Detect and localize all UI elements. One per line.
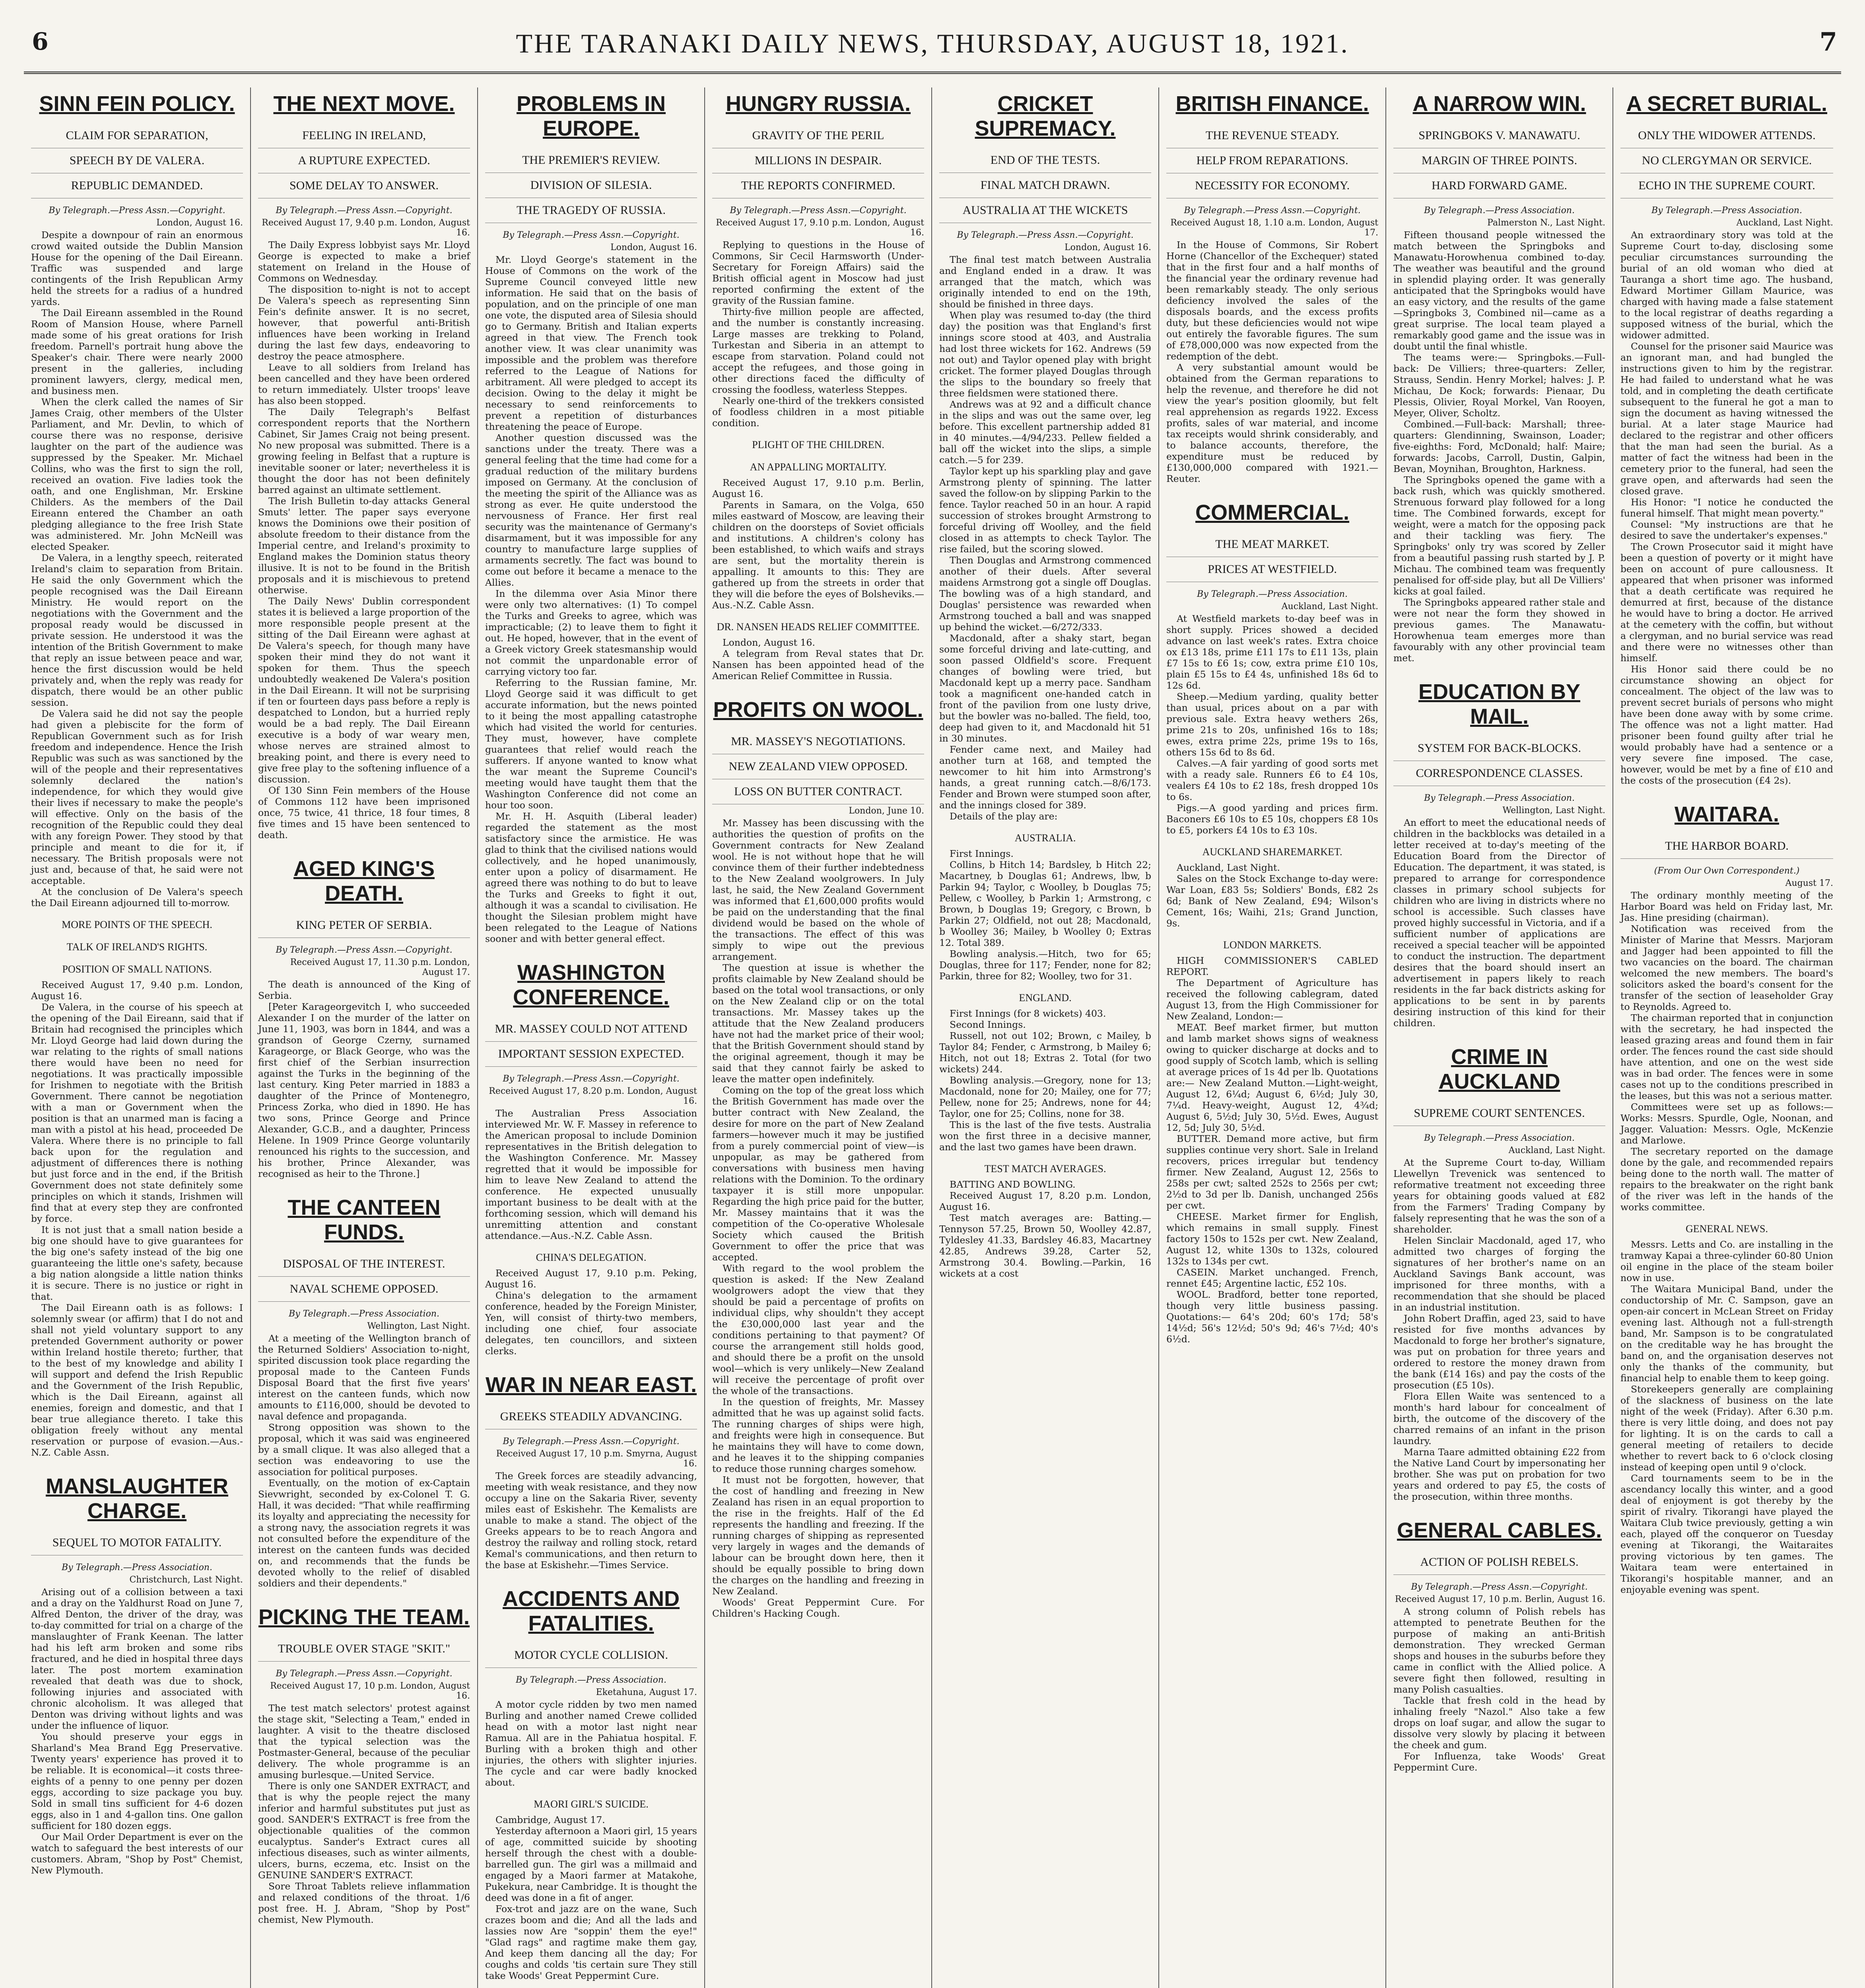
article-paragraph: The final test match between Australia and England ended in a draw. It was arranged that the match, which was originally intended to end on the 19th, should be finished in three days. [939,254,1151,310]
article-deck: SPRINGBOKS V. MANAWATU. [1393,123,1605,148]
article-byline: By Telegraph.—Press Assn.—Copyright. [503,230,680,240]
article-paragraph: The ordinary monthly meeting of the Harbor Board was held on Friday last, Mr. Jas. Hine presiding (chairman). [1620,890,1833,923]
article-deck: CLAIM FOR SEPARATION, [31,123,243,148]
article-paragraph: Details of the play are: [950,811,1058,822]
article-paragraph: Our Mail Order Department is ever on the watch to safeguard the best interests of our customers. Abram, "Shop by Post" Chemist, New Plymouth. [31,1831,243,1876]
article-paragraph: Mr. H. H. Asquith (Liberal leader) regarded the statement as the most satisfactory since the armistice. He was glad to think that the civilised nations would collectively, and he hoped unanimously, enter upon a policy of disarmament. He agreed there was nothing to do but to leave the Turks and Greeks to fight it out, although it was a scandal to civilisation. He thought the Silesian problem might have been relegated to the League of Nations sooner and with better general effect. [485,811,697,944]
article-deck: THE TRAGEDY OF RUSSIA. [485,198,697,223]
article-byline: By Telegraph.—Press Association. [1651,206,1802,215]
article-paragraph: The disposition to-night is not to accept De Valera's speech as representing Sinn Fein's definite answer. It is no secret, however, that powerful anti-British influences have been working in Ireland during the last few days, endeavoring to destroy the peace atmosphere. [258,284,470,362]
article-byline: By Telegraph.—Press Association. [1424,1133,1575,1143]
article-paragraph: Eventually, on the motion of ex-Captain Sievwright, seconded by ex-Colonel T. G. Hall, it was decided: "That while reaffirming its loyalty and appreciating the necessity for a strong navy, the association regrets it was not consulted before the expenditure of the interest on the canteen funds was decided on, and recommends that the funds be devoted wholly to the relief of disabled soldiers and their dependents." [258,1477,470,1589]
article-byline: By Telegraph.—Press Association. [1424,206,1575,215]
article-deck: THE PREMIER'S REVIEW. [485,148,697,173]
article-dateline: London, August 16. [156,218,243,228]
article-paragraph: The Crown Prosecutor said it might have been a question of poverty or it might have been on account of pure callousness. It appeared that when prisoner was informed that a death certificate was required he demurred at first, because of the distance he would have to bring a doctor. He arrived at the cemetery with the coffin, but without a clergyman, and no burial service was read and there were no witnesses other than himself. [1620,541,1833,664]
section-paragraph: Received August 17, 9.10 p.m. Peking, August 16. [485,1268,697,1290]
article-byline: By Telegraph.—Press Assn.—Copyright. [730,206,907,215]
article-paragraph: Committees were set up as follows:— Works: Messrs. Spurdle, Ogle, Noonan, and Jagger. Valuation: Messrs. Ogle, McKenzie and Marlowe. [1620,1101,1833,1146]
article-paragraph: Sheep.—Medium yarding, quality better than usual, prices about on a par with previous sale. Extra heavy wethers 26s, prime 21s to 20s, unfinished 16s to 18s; ewes, extra prime 22s, prime 19s to 16s, others 15s 6d to 8s 6d. [1166,691,1378,758]
article-headline: MANSLAUGHTER CHARGE. [46,1474,228,1523]
article-paragraph: An effort to meet the educational needs of children in the backblocks was detailed in a letter received at to-day's meeting of the Education Board from the Director of Education. The department, it was stated, is prepared to arrange for correspondence classes in primary school subjects for children who are living in districts where no school is accessible. Such classes have proved highly successful in Victoria, and if a sufficient number of applications are received a special teacher will be appointed to conduct the instruction. The department desires that the board should insert an advertisement in papers likely to reach residents in the far back districts asking for applications to be sent in by parents desiring instruction of this kind for their children. [1393,817,1605,1029]
article-headline: EDUCATION BY MAIL. [1418,680,1580,728]
section-paragraph: CASEIN. Market unchanged. French, rennet £45; Argentine lactic, £52 10s. [1166,1267,1378,1289]
article-paragraph: Tackle that fresh cold in the head by inhaling freely "Nazol." Also take a few drops on loaf sugar, and allow the sugar to dissolve very slowly by placing it between the cheek and gum. [1393,1695,1605,1751]
article-paragraph: When play was resumed to-day (the third day) the position was that England's first innings score stood at 403, and Australia had lost three wickets for 162. Andrews (59 not out) and Taylor opened play with bright cricket. The former played Douglas through the slips to the boundary so freely that three fieldsmen were stationed there. [939,310,1151,399]
article-byline: By Telegraph.—Press Association. [62,1563,212,1573]
article-dateline: Wellington, Last Night. [367,1321,470,1331]
article-deck: END OF THE TESTS. [939,148,1151,173]
section-paragraph: Bowling analysis.—Gregory, none for 13; Macdonald, none for 20; Mailey, one for 77; Pellew, none for 25; Andrews, none for 44; Taylor, one for 25; Collins, none for 38. [939,1075,1151,1119]
article-paragraph: The Greek forces are steadily advancing, meeting with weak resistance, and they now occupy a line on the Sakaria River, seventy miles east of Eskishehr. The Kemalists are unable to make a stand. The object of the Greeks appears to be to reach Angora and destroy the railway and rolling stock, retard Kemal's communications, and then return to the base at Eskishehr.—Times Service. [485,1470,697,1571]
article-paragraph: The death is announced of the King of Serbia. [258,979,470,1001]
article-byline: By Telegraph.—Press Association. [1424,793,1575,803]
section-paragraph: Bowling analysis.—Hitch, two for 65; Douglas, three for 117; Fender, none for 82; Parkin, three for 82; Woolley, two for 31. [939,948,1151,982]
article-paragraph: Fender came next, and Mailey had another turn at 168, and tempted the newcomer to hit him into Armstrong's hands, a great running catch.—8/6/173. Fender and Brown were stumped soon after, and the innings closed for 389. [939,744,1151,811]
article [258,91,470,841]
section-paragraph: HIGH COMMISSIONER'S CABLED REPORT. [1166,955,1378,977]
article-headline: WAITARA. [1675,802,1779,826]
section-paragraph: Received August 17, 9.10 p.m. Berlin, August 16. [712,477,924,499]
article-paragraph: Fifteen thousand people witnessed the match between the Springboks and Manawatu-Horowhenua combined to-day. The weather was beautiful and the ground in splendid playing order. It was generally anticipated that the Springboks would have an easy victory, and the results of the game—Springboks 3, Combined nil—came as a great surprise. The local team played a remarkably good game and the issue was in doubt until the final whistle. [1393,229,1605,352]
article [258,1605,470,1925]
article-deck: NECESSITY FOR ECONOMY. [1166,173,1378,198]
article-deck: THE REVENUE STEADY. [1166,123,1378,148]
article-deck: DIVISION OF SILESIA. [485,173,697,198]
section-paragraph: London, August 16. [723,637,815,648]
article-paragraph: Another question discussed was the sanctions under the treaty. There was a general feeling that the time had come for a gradual reduction of the military burdens imposed on Germany. At the conclusion of the meeting the spirit of the Alliance was as strong as ever. He quite understood the nervousness of France. Her first real security was the maintenance of Germany's disarmament, but it was impossible for any country to manufacture large supplies of armaments secretly. The fact was bound to come out before it became a menace to the Allies. [485,432,697,588]
article-paragraph: For Influenza, take Woods' Great Peppermint Cure. [1393,1751,1605,1773]
article-dateline: Palmerston N., Last Night. [1487,218,1605,228]
section-paragraph: Messrs. Letts and Co. are installing in the tramway Kapai a three-cylinder 60-80 Union oil engine in the place of the steam boiler now in use. [1620,1239,1833,1283]
article-byline: By Telegraph.—Press Assn.—Copyright. [276,206,453,215]
section-paragraph: Fox-trot and jazz are on the wane, Such crazes boom and die; And all the lads and lassies now Are "soppin' them the eye!" "Glad rags" and ragtime make them gay, And keep them dancing all the day; For coughs and colds 'tis certain sure They still take Woods' Great Peppermint Cure. [485,1903,697,1981]
article-dateline: Received August 17, 10 p.m. London, August 16. [270,1681,470,1701]
column-4 [705,87,932,1988]
section-subhead: AN APPALLING MORTALITY. [750,461,887,473]
article-paragraph: The question at issue is whether the profits claimable by New Zealand should be based on the total wool transactions, or only on the New Zealand clip or on the total transactions. Mr. Massey takes up the attitude that the New Zealand producers have not had the market price of their wool; that the British Government should stand by the original agreement, though it may be said that they cannot fairly be asked to leave the matter open indefinitely. [712,962,924,1085]
section-subhead: LONDON MARKETS. [1223,939,1321,951]
article-headline: CRIME IN AUCKLAND [1438,1045,1560,1093]
article-paragraph: Calves.—A fair yarding of good sorts met with a ready sale. Runners £6 to £4 10s, vealers £4 10s to £2 18s, fresh dropped 10s to 6s. [1166,758,1378,802]
article-paragraph: Despite a downpour of rain an enormous crowd waited outside the Dublin Mansion House for the opening of the Dail Eireann. Traffic was suspended and large contingents of the Irish Republican Army held the streets for a radius of a hundred yards. [31,229,243,307]
article-deck: SYSTEM FOR BACK-BLOCKS. [1393,736,1605,761]
article-paragraph: Sore Throat Tablets relieve inflammation and relaxed conditions of the throat. 1/6 post free. H. J. Abram, "Shop by Post" chemist, New Plymouth. [258,1881,470,1925]
article-paragraph: The Dail Eireann assembled in the Round Room of Mansion House, where Parnell made some of his great orations for Irish freedom. Parnell's portrait hung above the Speaker's chair. There were nearly 2000 present in the galleries, including prominent lawyers, clergy, medical men, and business men. [31,307,243,396]
article-headline: HUNGRY RUSSIA. [725,92,911,116]
article-dateline: London, June 10. [849,806,924,816]
article-deck: CORRESPONDENCE CLASSES. [1393,761,1605,786]
article-headline: CRICKET SUPREMACY. [975,92,1116,140]
article-byline: By Telegraph.—Press Association. [516,1675,666,1685]
article [1620,802,1833,1595]
article-paragraph: Coming on the top of the great loss which the British Government has made over the butter contract with New Zealand, the desire for more on the part of New Zealand farmers—however much it may be justified from a purely commercial point of view—is unpopular, as may be gathered from conversations with business men having relations with the Dominion. To the ordinary taxpayer it is still more unpopular. Regarding the high price paid for the butter, Mr. Massey maintains that it was the competition of the Co-operative Wholesale Society which caused the British Government to offer the price that was accepted. [712,1085,924,1263]
article-paragraph: [Peter Karageorgevitch I, who succeeded Alexander I on the murder of the latter on June 11, 1903, was born in 1844, and was a grandson of George Czerny, surnamed Karageorge, or Black George, who was the first chief of the Serbian insurrection against the Turks in the beginning of the last century. King Peter married in 1883 a daughter of the Prince of Montenegro, Princess Zorka, who died in 1890. He has two sons, Prince George and Prince Alexander, G.C.B., and a daughter, Princess Helene. In 1909 Prince George voluntarily renounced his rights to the succession, and his brother, Prince Alexander, was recognised as heir to the Throne.] [258,1001,470,1179]
section-subhead: MORE POINTS OF THE SPEECH. [62,919,212,930]
article-headline: PICKING THE TEAM. [258,1605,470,1629]
article-dateline: Received August 18, 1.10 a.m. London, August 17. [1170,218,1378,238]
article-paragraph: The Daily News' Dublin correspondent states it is believed a large proportion of the more responsible people present at the sitting of the Dail Eireann were aghast at De Valera's speech, for though many have spoken their mind they do not want it spoken for them. Thus the speech undoubtedly weakened De Valera's position in the Dail Eireann. It will not be surprising if ten or fourteen days pass before a reply is despatched to London, but a hurried reply would be a bad reply. The Dail Eireann executive is a body of war weary men, whose nerves are strained almost to breaking point, and there is every need to give free play to the softening influence of a discussion. [258,596,470,785]
article-paragraph: When the clerk called the names of Sir James Craig, other members of the Ulster Parliament, and Mr. Devlin, to which of course there was no response, derisive laughter on the part of the audience was suppressed by the Speaker. Mr. Michael Collins, who was the first to sign the roll, received an ovation. Five ladies took the oath, and one Englishman, Mr. Erskine Childers. As the members of the Dail Eireann entered the Chamber an oath pledging allegiance to the free Irish State was administered. Mr. John McNeill was elected Speaker. [31,396,243,552]
article-paragraph: Mr. Lloyd George's statement in the House of Commons on the work of the Supreme Council conveyed little new information. He said that on the basis of population, and on the principle of one man one vote, the disputed area of Silesia should go to Germany. British and Italian experts agreed in that view. The French took another view. It was clear unanimity was impossible and the problem was therefore referred to the League of Nations for arbitrament. All were pledged to accept its decision. Owing to the delay it might be necessary to send reinforcements to prevent a repetition of disturbances threatening the peace of Europe. [485,254,697,432]
article-dateline: Received August 17, 10 p.m. Smyrna, August 16. [496,1449,697,1469]
section-paragraph: CHEESE. Market firmer for English, which remains in small supply. Finest factory 150s to 152s per cwt. New Zealand, August 12, white 130s to 132s, coloured 132s to 134s per cwt. [1166,1211,1378,1267]
column-3 [478,87,705,1988]
article-dateline: Christchurch, Last Night. [129,1575,243,1585]
article-deck: MR. MASSEY'S NEGOTIATIONS. [712,729,924,754]
article-deck: DISPOSAL OF THE INTEREST. [258,1252,470,1277]
article-deck: IMPORTANT SESSION EXPECTED. [485,1042,697,1067]
section-paragraph: The Dail Eireann oath is as follows: I solemnly swear (or affirm) that I do not and shall not yield voluntary support to any pretended Government authority or power within Ireland hostile thereto; further, that to the best of my knowledge and ability I will support and defend the Irish Republic and the Government of the Irish Republic, which is the Dail Eireann, against all enemies, foreign and domestic, and that I bear true allegiance thereto. I take this obligation freely without any mental reservation or purpose of evasion.—Aus.-N.Z. Cable Assn. [31,1302,243,1458]
article-paragraph: Counsel for the prisoner said Maurice was an ignorant man, and had bungled the instructions given to him by the registrar. He had failed to understand what he was told, and in completing the death certificate subsequent to the funeral he got a man to sign the document as having witnessed the burial. At a later stage Maurice had declared to the registrar and other officers that the man had seen the burial. As a matter of fact the witness had been in the cemetery prior to the funeral, had seen the grave open, and afterwards had seen the closed grave. [1620,341,1833,497]
article-paragraph: The Springboks appeared rather stale and were not near the form they showed in previous games. The Manawatu-Horowhenua team emerges more than favourably with any other provincial team met. [1393,597,1605,664]
section-subhead: MAORI GIRL'S SUICIDE. [534,1798,649,1810]
article [485,1586,697,1981]
section-paragraph: Collins, b Hitch 14; Bardsley, b Hitch 22; Macartney, b Douglas 61; Andrews, lbw, b Parkin 94; Taylor, c Woolley, b Douglas 75; Pellew, c Woolley, b Parkin 1; Armstrong, c Brown, b Douglas 19; Gregory, c Brown, b Parkin 27; Oldfield, not out 28; Macdonald, b Woolley 36; Mailey, b Woolley 0; Extras 12. Total 389. [939,859,1151,948]
section-paragraph: BUTTER. Demand more active, but firm supplies continue very short. Sale in Ireland recovers, prices irregular but tendency firmer. New Zealand, August 12, 256s to 258s per cwt; salted 252s to 256s per cwt; 2½d to 3d per lb. Danish, unchanged 256s per cwt. [1166,1133,1378,1211]
article-headline: WASHINGTON CONFERENCE. [513,961,670,1009]
article-paragraph: In the question of freights, Mr. Massey admitted that he was up against solid facts. The running charges of ships were high, and freights were high in consequence. But he maintains they will have to come down, and he leaves it to the shipping companies to reduce those running charges somehow. [712,1396,924,1474]
article-headline: WAR IN NEAR EAST. [485,1373,697,1397]
section-paragraph: WOOL. Bradford, better tone reported, though very little business passing. Quotations:— 64's 20d; 60's 17d; 58's 14½d; 56's 12½d; 50's 9d; 46's 7½d; 40's 6½d. [1166,1289,1378,1345]
newspaper-title: THE TARANAKI DAILY NEWS, THURSDAY, AUGUST 18, 1921. [516,28,1349,58]
article-paragraph: Strong opposition was shown to the proposal, which it was said was engineered by a small clique. It was also alleged that a section was endeavoring to use the association for political purposes. [258,1422,470,1477]
article-deck: ONLY THE WIDOWER ATTENDS. [1620,123,1833,148]
section-subhead: TALK OF IRELAND'S RIGHTS. [66,941,208,953]
section-paragraph: This is the last of the five tests. Australia won the first three in a decisive manner, and the last two games have been drawn. [939,1119,1151,1153]
section-paragraph: BATTING AND BOWLING. [950,1179,1076,1190]
article-deck: NEW ZEALAND VIEW OPPOSED. [712,754,924,779]
article-headline: PROBLEMS IN EUROPE. [516,92,666,140]
section-paragraph: Storekeepers generally are complaining of the slackness of business on the late night of the week (Friday). After 6.30 p.m. there is very little doing, and does not pay for lighting. It is on the cards to call a general meeting of retailers to decide whether to revert back to 6 o'clock closing instead of keeping open until 9 o'clock. [1620,1384,1833,1473]
section-subhead: GENERAL NEWS. [1685,1223,1768,1235]
article-deck: KING PETER OF SERBIA. [258,913,470,938]
section-paragraph: Received August 17, 8.20 p.m. London, August 16. [939,1190,1151,1212]
section-subhead: TEST MATCH AVERAGES. [984,1163,1106,1175]
article [1393,679,1605,1029]
section-paragraph: Cambridge, August 17. [495,1814,605,1825]
article-paragraph: At Westfield markets to-day beef was in short supply. Prices showed a decided advance on last week's rates. Extra choice ox £13 18s, prime £11 17s to £11 13s, plain £7 15s to £6 1s; cow, extra prime £10 10s, plain £5 15s to £4 4s, unfinished 18s 6d to 12s 6d. [1166,613,1378,691]
article-deck: ECHO IN THE SUPREME COURT. [1620,173,1833,198]
section-subhead: POSITION OF SMALL NATIONS. [62,963,212,975]
article-headline: SINN FEIN POLICY. [39,92,235,116]
section-paragraph: The Department of Agriculture has received the following cablegram, dated August 13, from the High Commissioner for New Zealand, London:— [1166,977,1378,1022]
article-paragraph: De Valera, in a lengthy speech, reiterated Ireland's claim to separation from Britain. He said the only Government which the people recognised was the Dail Eireann Ministry. He would report on the negotiations with the Government and the proposal ready would be discussed in private session. He understood it was the intention of the British Government to make that reply an issue between peace and war, hence the first discussion would be held privately and, when the reply was ready for dispatch, there would be an other public session. [31,552,243,708]
article-paragraph: The test match selectors' protest against the stage skit, "Selecting a Team," ended in laughter. A visit to the theatre disclosed that the typical selection was the Postmaster-General, because of the peculiar delivery. The whole programme is an amusing burlesque.—United Service. [258,1703,470,1780]
article-paragraph: Leave to all soldiers from Ireland has been cancelled and they have been ordered to return immediately. Ulster troops' leave has also been stopped. [258,362,470,406]
section-paragraph: Card tournaments seem to be in the ascendancy locally this winter, and a good deal of enjoyment is got thereby by the spirit of rivalry. Tikorangi have played the Waitara Club twice previously, getting a win each, played off the conqueror on Tuesday evening at Tikorangi, the Waitaraites proving victorious by ten games. The Waitara team were entertained in Tikorangi's hospitable manner, and an enjoyable evening was spent. [1620,1473,1833,1595]
article-deck: LOSS ON BUTTER CONTRACT. [712,779,924,804]
article-dateline: August 17. [1785,878,1833,888]
section-paragraph: De Valera, in the course of his speech at the opening of the Dail Eireann, said that if Britain had recognised the principles which Mr. Lloyd George had laid down during the war relating to the rights of small nations there would have been no need for negotiations. It was practically impossible for Irishmen to negotiate with the British Government. There cannot be negotiation with a man or Government when the position is that an unarmed man is facing a man with a pistol at his head, proceeded De Valera. Where there is no principle to fall back upon for the regulation and adjustment of differences there is nothing but just force and in the end, if the British Government does not state definitely some principles on which it stands, Irishmen will find that at every step they are confronted by force. [31,1002,243,1224]
article-paragraph: You should preserve your eggs in Sharland's Mea Brand Egg Preservative. Twenty years' experience has proved it to be reliable. It is economical—it costs three-eights of a penny to one penny per dozen eggs, according to size package you buy. Sold in small tins sufficient for 4-6 dozen eggs, also in 1 and 4-gallon tins. One gallon sufficient for 180 dozen eggs. [31,1731,243,1831]
column-7 [1386,87,1613,1988]
article-deck: GREEKS STEADILY ADVANCING. [485,1404,697,1429]
article-paragraph: The Australian Press Association interviewed Mr. W. F. Massey in reference to the American proposal to include Dominion representatives in the British delegation to the Washington Conference. Mr. Massey regretted that it would be impossible for him to leave New Zealand to attend the conference. He expected unusually important business to be dealt with at the forthcoming session, which will demand his unremitting attention and constant attendance.—Aus.-N.Z. Cable Assn. [485,1108,697,1241]
column-6 [1159,87,1386,1988]
article-paragraph: Woods' Great Peppermint Cure. For Children's Hacking Cough. [712,1597,924,1619]
article-paragraph: Notification was received from the Minister of Marine that Messrs. Marjoram and Jagger had been appointed to fill the two vacancies on the board. The chairman welcomed the new members. The board's solicitors asked the board's consent for the transfer of the section of leaseholder Gray to Reynolds. Agreed to. [1620,923,1833,1012]
article-paragraph: Pigs.—A good yarding and prices firm. Baconers £6 10s to £5 10s, choppers £8 10s to £5, porkers £4 10s to £3 10s. [1166,802,1378,836]
article-paragraph: A very substantial amount would be obtained from the German reparations to help the revenue, and therefore he did not view the year's position gloomily, but felt real apprehension as regards 1922. Excess profits, sales of war material, and income tax receipts would shrink considerably, and to balance accounts, therefore, the expenditure must be reduced by £130,000,000 compared with 1921.—Reuter. [1166,362,1378,484]
section-subhead: AUSTRALIA. [1014,832,1076,844]
article-deck: GRAVITY OF THE PERIL [712,123,924,148]
article [258,856,470,1179]
article-deck: SEQUEL TO MOTOR FATALITY. [31,1530,243,1555]
section-paragraph: Auckland, Last Night. [1177,862,1280,873]
column-8 [1613,87,1840,1988]
column-5 [932,87,1159,1988]
article-deck: THE MEAT MARKET. [1166,532,1378,557]
article-paragraph: It must not be forgotten, however, that the cost of handling and freezing in New Zealand has risen in an equal proportion to the rise in the freights. Half of the £d represents the handling and freezing. If the running charges of shipping as represented very largely in wages and the demands of labour can be brought down here, then it should be equally possible to bring down the charges on the handling and freezing in New Zealand. [712,1474,924,1597]
article-dateline: Auckland, Last Night. [1736,218,1833,228]
article-paragraph: The secretary reported on the damage done by the gale, and recommended repairs being done to the north wall. The matter of repairs to the breakwater on the right bank of the river was left in the hands of the works committee. [1620,1146,1833,1213]
section-subhead: AUCKLAND SHAREMARKET. [1202,846,1342,858]
article-headline: A SECRET BURIAL. [1626,92,1827,116]
article-byline: By Telegraph.—Press Assn.—Copyright. [49,206,225,215]
article-headline: THE CANTEEN FUNDS. [288,1196,441,1244]
article-byline: By Telegraph.—Press Assn.—Copyright. [1184,206,1361,215]
article-deck: FEELING IN IRELAND, [258,123,470,148]
article [31,1474,243,1876]
article-paragraph: The teams were:— Springboks.—Full-back: De Villiers; three-quarters: Zeller, Strauss, Sendin. Henry Morkel; halves: J. P. Michau, De Kock; forwards: Pienaar, Du Plessis, Olivier, Royal Morkel, Van Rooyen, Meyer, Oliver, Scholtz. [1393,352,1605,419]
article-paragraph: Andrews was at 92 and a difficult chance in the slips and was out the same over, leg before. This excellent partnership added 81 in 40 minutes.—4/94/233. Pellew fielded a ball off the wicket into the slips, a simple catch.—5 for 239. [939,399,1151,466]
article-deck: SPEECH BY DE VALERA. [31,148,243,173]
article-headline: THE NEXT MOVE. [273,92,455,116]
article-paragraph: Flora Ellen Waite was sentenced to a month's hard labour for concealment of birth, the outcome of the discovery of the charred remains of an infant in the prison laundry. [1393,1391,1605,1446]
article [485,91,697,944]
section-paragraph: First Innings (for 8 wickets) 403. [950,1008,1106,1019]
column-2 [251,87,478,1988]
article-paragraph: The Daily Express lobbyist says Mr. Lloyd George is expected to make a brief statement on Ireland in the House of Commons on Wednesday. [258,239,470,284]
article [1166,500,1378,1345]
section-paragraph: A telegram from Reval states that Dr. Nansen has been appointed head of the American Relief Committee in Russia. [712,648,924,681]
section-subhead: CHINA'S DELEGATION. [536,1252,647,1263]
article-paragraph: His Honor said there could be no circumstance showing an object for concealment. The object of the law was to prevent secret burials of persons who might have been done away with by some crime. The offence was not a light matter. Had prisoner been found guilty after trial he would probably have had a sentence or a very severe fine imposed. The case, however, would be met by a fine of £10 and the costs of the prosecution (£4 2s). [1620,664,1833,786]
article-deck: SOME DELAY TO ANSWER. [258,173,470,198]
article-paragraph: The Irish Bulletin to-day attacks General Smuts' letter. The paper says everyone knows the Dominions owe their position of absolute freedom to their distance from the Imperial centre, and Ireland's proximity to England makes the Dominion status theory illusive. It is not to be found in the British proposals and it is mischievous to pretend otherwise. [258,495,470,596]
section-paragraph: Yesterday afternoon a Maori girl, 15 years of age, committed suicide by shooting herself through the chest with a double-barrelled gun. The girl was a millmaid and engaged by a Maori farmer at Matakohe, Pukekura, near Cambridge. It is thought the deed was done in a fit of anger. [485,1825,697,1903]
article-dateline: Received August 17, 9.10 p.m. London, August 16. [716,218,924,238]
article-paragraph: At a meeting of the Wellington branch of the Returned Soldiers' Association to-night, spirited discussion took place regarding the proposal made to the Canteen Funds Disposal Board that the first five years' interest on the canteen funds, which now amounts to £116,000, should be devoted to naval defence and propaganda. [258,1333,470,1422]
section-paragraph: MEAT. Beef market firmer, but mutton and lamb market shows signs of weakness owing to quicker discharge at docks and to good supply of Scotch lamb, which is selling at average prices of 1s 4d per lb. Quotations are:— New Zealand Mutton.—Light-weight, August 12, 6¼d; August 6, 6½d; July 30, 7¼d. Heavy-weight, August 12, 4¾d; August 6, 5½d; July 30, 5½d. Ewes, August 12, 5d; July 30, 5½d. [1166,1022,1378,1133]
article-paragraph: Arising out of a collision between a taxi and a dray on the Yaldhurst Road on June 7, Alfred Denton, the driver of the dray, was to-day committed for trial on a charge of the manslaughter of Frank Keenan. The latter had his left arm broken and some ribs fractured, and he died in hospital three days later. The post mortem examination revealed that death was due to shock, following injuries and associated with chronic alcoholism. It was alleged that Denton was driving without lights and was under the influence of liquor. [31,1586,243,1731]
article-paragraph: Taylor kept up his sparkling play and gave Armstrong plenty of spinning. The latter saved the follow-on by slipping Parkin to the fence. Taylor reached 50 in an hour. A rapid succession of strokes brought Armstrong to forceful driving off Woolley, and the field closed in as attempts to check Taylor. The rise failed, but the scoring slowed. [939,466,1151,555]
columns-container [24,87,1841,1988]
article [1393,91,1605,664]
section-paragraph: The Waitara Municipal Band, under the conductorship of Mr. C. Sampson, gave an open-air concert in McLean Street on Friday evening last. Although not a full-strength band, Mr. Sampson is to be congratulated on the creditable way he has brought the band on, and the organisation deserves not only the thanks of the community, but financial help to enable them to keep going. [1620,1283,1833,1384]
article-dateline: Received August 17, 9.40 p.m. London, August 16. [262,218,470,238]
article-headline: GENERAL CABLES. [1397,1518,1602,1542]
article [485,1373,697,1571]
article-dateline: Auckland, Last Night. [1508,1145,1605,1155]
article-byline: By Telegraph.—Press Assn.—Copyright. [503,1074,680,1084]
article-byline: By Telegraph.—Press Assn.—Copyright. [957,230,1134,240]
article-headline: PROFITS ON WOOL. [713,698,923,722]
article-deck: THE HARBOR BOARD. [1620,834,1833,859]
article [712,91,924,681]
article-byline: (From Our Own Correspondent.) [1654,866,1800,876]
section-paragraph: Second Innings. [950,1019,1026,1030]
article [31,91,243,1458]
article-paragraph: In the dilemma over Asia Minor there were only two alternatives: (1) To compel the Turks and Greeks to agree, which was impracticable; (2) to leave them to fight it out. He hoped, however, that in the event of a Greek victory Greek statesmanship would not commit the unpardonable error of carrying victory too far. [485,588,697,677]
article [1393,1518,1605,1773]
article-paragraph: An extraordinary story was told at the Supreme Court to-day, disclosing some peculiar circumstances surrounding the burial of an old woman who died at Tauranga a short time ago. The husband, Edward Mortimer Gillam Maurice, was charged with having made a false statement to the local registrar of deaths regarding a supposed witness of the burial, which the widower admitted. [1620,229,1833,341]
section-paragraph: Parents in Samara, on the Volga, 650 miles eastward of Moscow, are leaving their children on the doorsteps of Soviet officials and institutions. A children's colony has been established, to which waifs and strays are sent, but the mortality therein is appalling. It amounts to this: They are gathered up from the streets in order that they will die before the eyes of Bolsheviks.—Aus.-N.Z. Cable Assn. [712,499,924,611]
article-deck: MR. MASSEY COULD NOT ATTEND [485,1017,697,1042]
article-dateline: London, August 16. [1065,243,1151,252]
article-dateline: Auckland, Last Night. [1281,602,1378,612]
article-deck: FINAL MATCH DRAWN. [939,173,1151,198]
article-deck: NAVAL SCHEME OPPOSED. [258,1277,470,1302]
article-headline: BRITISH FINANCE. [1175,92,1369,116]
section-paragraph: China's delegation to the armament conference, headed by the Foreign Minister, Yen, will consist of thirty-two members, including one chief, four associate delegates, ten councillors, and sixteen clerks. [485,1290,697,1357]
article-paragraph: Thirty-five million people are affected, and the number is constantly increasing. Large masses are trekking to Poland, Turkestan and Siberia in an attempt to escape from starvation. Poland could not accept the refugees, and those going in other directions faced the difficulty of crossing the foodless, waterless Steppes. [712,306,924,395]
article-deck: TROUBLE OVER STAGE "SKIT." [258,1637,470,1662]
article-paragraph: The chairman reported that in conjunction with the secretary, he had inspected the leased grazing areas and found them in fair order. The fences round the cast side should have attention, and one on the west side was in bad order. The fences were in some cases not up to the conditions prescribed in the leases, but this was not a serious matter. [1620,1012,1833,1101]
article-deck: PRICES AT WESTFIELD. [1166,557,1378,582]
article-paragraph: Mr. Massey has been discussing with the authorities the question of profits on the Government contracts for New Zealand wool. He is not without hope that he will convince them of their further indebtedness to the New Zealand woolgrowers. In July last, he said, the New Zealand Government was informed that £1,600,000 profits would be paid on the understanding that the final dividend would be based on the whole of the transactions. The effect of this was simply to wipe out the previous arrangement. [712,817,924,962]
article-paragraph: At the conclusion of De Valera's speech the Dail Eireann adjourned till to-morrow. [31,886,243,909]
article-deck: REPUBLIC DEMANDED. [31,173,243,198]
article-paragraph: A motor cycle ridden by two men named Burling and another named Crewe collided head on with a motor last night near Ramua. All are in the Pahiatua hospital. F. Burling with a broken thigh and other injuries, the others with slighter injuries. The cycle and car were badly knocked about. [485,1699,697,1788]
article-deck: SUPREME COURT SENTENCES. [1393,1101,1605,1126]
article-dateline: Eketahuna, August 17. [596,1687,697,1697]
article [712,697,924,1619]
article-paragraph: With regard to the wool problem the question is asked: If the New Zealand woolgrowers adopt the view that they should be paid a percentage of profits on individual clips, why shouldn't they accept the £30,000,000 last year and the conditions pertaining to that payment? Of course the arrangement still holds good, and should there be a profit on the unsold wool—which is very unlikely—New Zealand will receive the percentage of profit over the whole of the transactions. [712,1263,924,1396]
article [939,91,1151,1279]
article-paragraph: In the House of Commons, Sir Robert Horne (Chancellor of the Exchequer) stated that in the first four and a half months of the financial year the ordinary revenue had been remarkably steady. The only serious deficiency involved the sales of the disposals boards, and the excess profits duty, but these deficiencies would not wipe out entirely the favorable figures. The sum of £78,000,000 was now expected from the redemption of the debt. [1166,239,1378,362]
article-deck: ACTION OF POLISH REBELS. [1393,1550,1605,1575]
article-byline: By Telegraph.—Press Assn.—Copyright. [1411,1582,1588,1592]
article-headline: COMMERCIAL. [1195,501,1349,524]
article-paragraph: There is only one SANDER EXTRACT, and that is why the people reject the many inferior and harmful substitutes put just as good. SANDER'S EXTRACT is free from the objectionable qualities of the common eucalyptus. Sander's Extract cures all infectious diseases, such as winter ailments, ulcers, burns, eczema, etc. Insist on the GENUINE SANDER'S EXTRACT. [258,1780,470,1881]
article-deck: AUSTRALIA AT THE WICKETS [939,198,1151,223]
article-paragraph: Marna Taare admitted obtaining £22 from the Native Land Court by impersonating her brother. She was put on probation for two years and ordered to pay £5, the costs of the prosecution, within three months. [1393,1446,1605,1502]
section-paragraph: Russell, not out 102; Brown, c Mailey, b Taylor 84; Fender, c Armstrong, b Mailey 6; Hitch, not out 18; Extras 2. Total (for two wickets) 244. [939,1030,1151,1075]
article-headline: A NARROW WIN. [1412,92,1586,116]
article [258,1195,470,1589]
section-subhead: DR. NANSEN HEADS RELIEF COMMITTEE. [717,621,920,633]
article [1166,91,1378,484]
section-subhead: ENGLAND. [1019,992,1072,1004]
section-subhead: PLIGHT OF THE CHILDREN. [752,439,884,450]
article-deck: MARGIN OF THREE POINTS. [1393,148,1605,173]
article-byline: By Telegraph.—Press Assn.—Copyright. [276,1669,453,1679]
article-paragraph: At the Supreme Court to-day, William Llewellyn Trevenick was sentenced to reformative treatment not exceeding three years for obtaining goods valued at £82 from the Farmers' Trading Company by falsely representing that he was the son of a shareholder. [1393,1157,1605,1235]
article [1620,91,1833,786]
section-paragraph: First Innings. [950,848,1014,859]
masthead [24,16,1841,74]
article-paragraph: De Valera said he did not say the people had given a plebiscite for the form of Republican Government such as for Irish freedom and independence. Hence the Irish Republic was such as was sanctioned by the will of the people and their representatives solemnly declared the nation's independence, for which they would give their lives if necessary to make the people's will effective. Only on the basis of the recognition of the Republic could they deal with any foreign Power. They stood by that principle and meant to die for it, if necessary. The British proposals were not just and, because of that, he said were not acceptable. [31,708,243,886]
article-deck: THE REPORTS CONFIRMED. [712,173,924,198]
article-dateline: Wellington, Last Night. [1502,806,1605,815]
article [1393,1044,1605,1502]
article [485,960,697,1357]
article-dateline: Received August 17, 8.20 p.m. London, August 16. [489,1086,697,1106]
article-dateline: London, August 16. [610,243,697,252]
article-paragraph: The Springboks opened the game with a back rush, which was quickly smothered. Strenuous forward play followed for a long time. The Combined forwards, except for weight, were a match for the opposing pack and their tackling was fiery. The Springboks' only try was scored by Zeller from a beautiful passing rush started by J. P. Michau. The combined team was frequently penalised for off-side play, but all De Villiers' kicks at goal failed. [1393,474,1605,597]
article-deck: MILLIONS IN DESPAIR. [712,148,924,173]
article-paragraph: Helen Sinclair Macdonald, aged 17, who admitted two charges of forging the signatures of her brother's name on an Auckland Savings Bank account, was imprisoned for three months, with a recommendation that she should be placed in an industrial institution. [1393,1235,1605,1313]
article-headline: ACCIDENTS AND FATALITIES. [503,1587,680,1635]
section-paragraph: Received August 17, 9.40 p.m. London, August 16. [31,979,243,1002]
article-deck: HELP FROM REPARATIONS. [1166,148,1378,173]
page-number: 6 [32,28,49,56]
article-byline: By Telegraph.—Press Association. [1197,589,1348,599]
article-paragraph: Macdonald, after a shaky start, began some forceful driving and late-cutting, and soon passed Oldfield's score. Frequent changes of bowling were tried, but Macdonald kept up a merry pace. Sandham took a magnificent one-handed catch in front of the pavilion from one lusty drive, but the bowler was no-balled. The field, too, deep had given to it, and Macdonald hit 51 in 30 minutes. [939,633,1151,744]
corner-mark: 7 [1819,27,1837,57]
article-paragraph: John Robert Draffin, aged 23, said to have resisted for five months advances by Macdonald to forge her brother's signature, was put on probation for three years and ordered to restore the money drawn from the bank (£14 16s) and pay the costs of the prosecution (£5 10s). [1393,1313,1605,1391]
article-paragraph: The Daily Telegraph's Belfast correspondent reports that the Northern Cabinet, Sir James Craig not being present. No new proposal was submitted. There is a growing feeling in Belfast that a rupture is inevitable sooner or later; nevertheless it is thought the door has not been definitely barred against an ultimate settlement. [258,406,470,495]
article-paragraph: A strong column of Polish rebels has attempted to penetrate Beuthen for the purpose of making an anti-British demonstration. They wrecked German shops and houses in the suburbs before they came in conflict with the Allied police. A severe fight then followed, resulting in many Polish casualties. [1393,1606,1605,1695]
column-1 [24,87,251,1988]
article-dateline: Received August 17, 11.30 p.m. London, August 17. [290,957,470,977]
article-paragraph: His Honor: "I notice he conducted the funeral himself. That might mean poverty." [1620,497,1833,519]
article-byline: By Telegraph.—Press Assn.—Copyright. [503,1437,680,1446]
section-paragraph: Sales on the Stock Exchange to-day were: War Loan, £83 5s; Soldiers' Bonds, £82 2s 6d; Bank of New Zealand, £94; Wilson's Cement, 16s; Waihi, 21s; Grand Junction, 9s. [1166,873,1378,929]
article-headline: AGED KING'S DEATH. [293,857,435,905]
article-deck: NO CLERGYMAN OR SERVICE. [1620,148,1833,173]
section-paragraph: Test match averages are: Batting.—Tennyson 57.25, Brown 50, Woolley 42.87, Tyldesley 41.33, Bardsley 46.83, Macartney 42.85, Andrews 39.28, Carter 52, Armstrong 30.4. Bowling.—Parkin, 16 wickets at a cost [939,1212,1151,1279]
section-paragraph: It is not just that a small nation beside a big one should have to give guarantees for the big one's safety instead of the big one guaranteeing the little one's safety, because a big nation alongside a little nation thinks it is secure. There is no justice or right in that. [31,1224,243,1302]
article-dateline: Received August 17, 10 p.m. Berlin, August 16. [1395,1594,1605,1604]
article-paragraph: Of 130 Sinn Fein members of the House of Commons 112 have been imprisoned once, 75 twice, 41 thrice, 18 four times, 8 five times and 15 have been sentenced to death. [258,785,470,841]
article-deck: A RUPTURE EXPECTED. [258,148,470,173]
article-paragraph: Referring to the Russian famine, Mr. Lloyd George said it was difficult to get accurate information, but the news pointed to it being the most appalling catastrophe which had visited the world for centuries. They must, however, have complete guarantees that relief would reach the sufferers. If anyone wanted to know what the war meant the Supreme Council's meeting would have taught them that the Washington Conference did not come an hour too soon. [485,677,697,811]
article-paragraph: Nearly one-third of the trekkers consisted of foodless children in a most pitiable condition. [712,395,924,429]
article-paragraph: Counsel: "My instructions are that he desired to save the undertaker's expenses." [1620,519,1833,541]
article-byline: By Telegraph.—Press Association. [289,1309,439,1319]
article-byline: By Telegraph.—Press Assn.—Copyright. [276,945,453,955]
article-deck: MOTOR CYCLE COLLISION. [485,1643,697,1668]
article-paragraph: Replying to questions in the House of Commons, Sir Cecil Harmsworth (Under-Secretary for Foreign Affairs) said the British official agent in Moscow had just reported confirming the extent of the gravity of the Russian famine. [712,239,924,306]
article-deck: HARD FORWARD GAME. [1393,173,1605,198]
article-paragraph: Then Douglas and Armstrong commenced another of their duels. After several maidens Armstrong got a single off Douglas. The bowling was of a high standard, and Douglas' persistence was rewarded when Armstrong touched a ball and was snapped up behind the wicket.—6/272/333. [939,555,1151,633]
article-paragraph: Combined.—Full-back: Marshall; three-quarters: Glendinning, Swainson, Loader; five-eighths: Ford, McDonald; half: Maire; forwards: Jacobs, Carroll, Dustin, Galpin, Bevan, Moynihan, Broughton, Harkness. [1393,419,1605,474]
